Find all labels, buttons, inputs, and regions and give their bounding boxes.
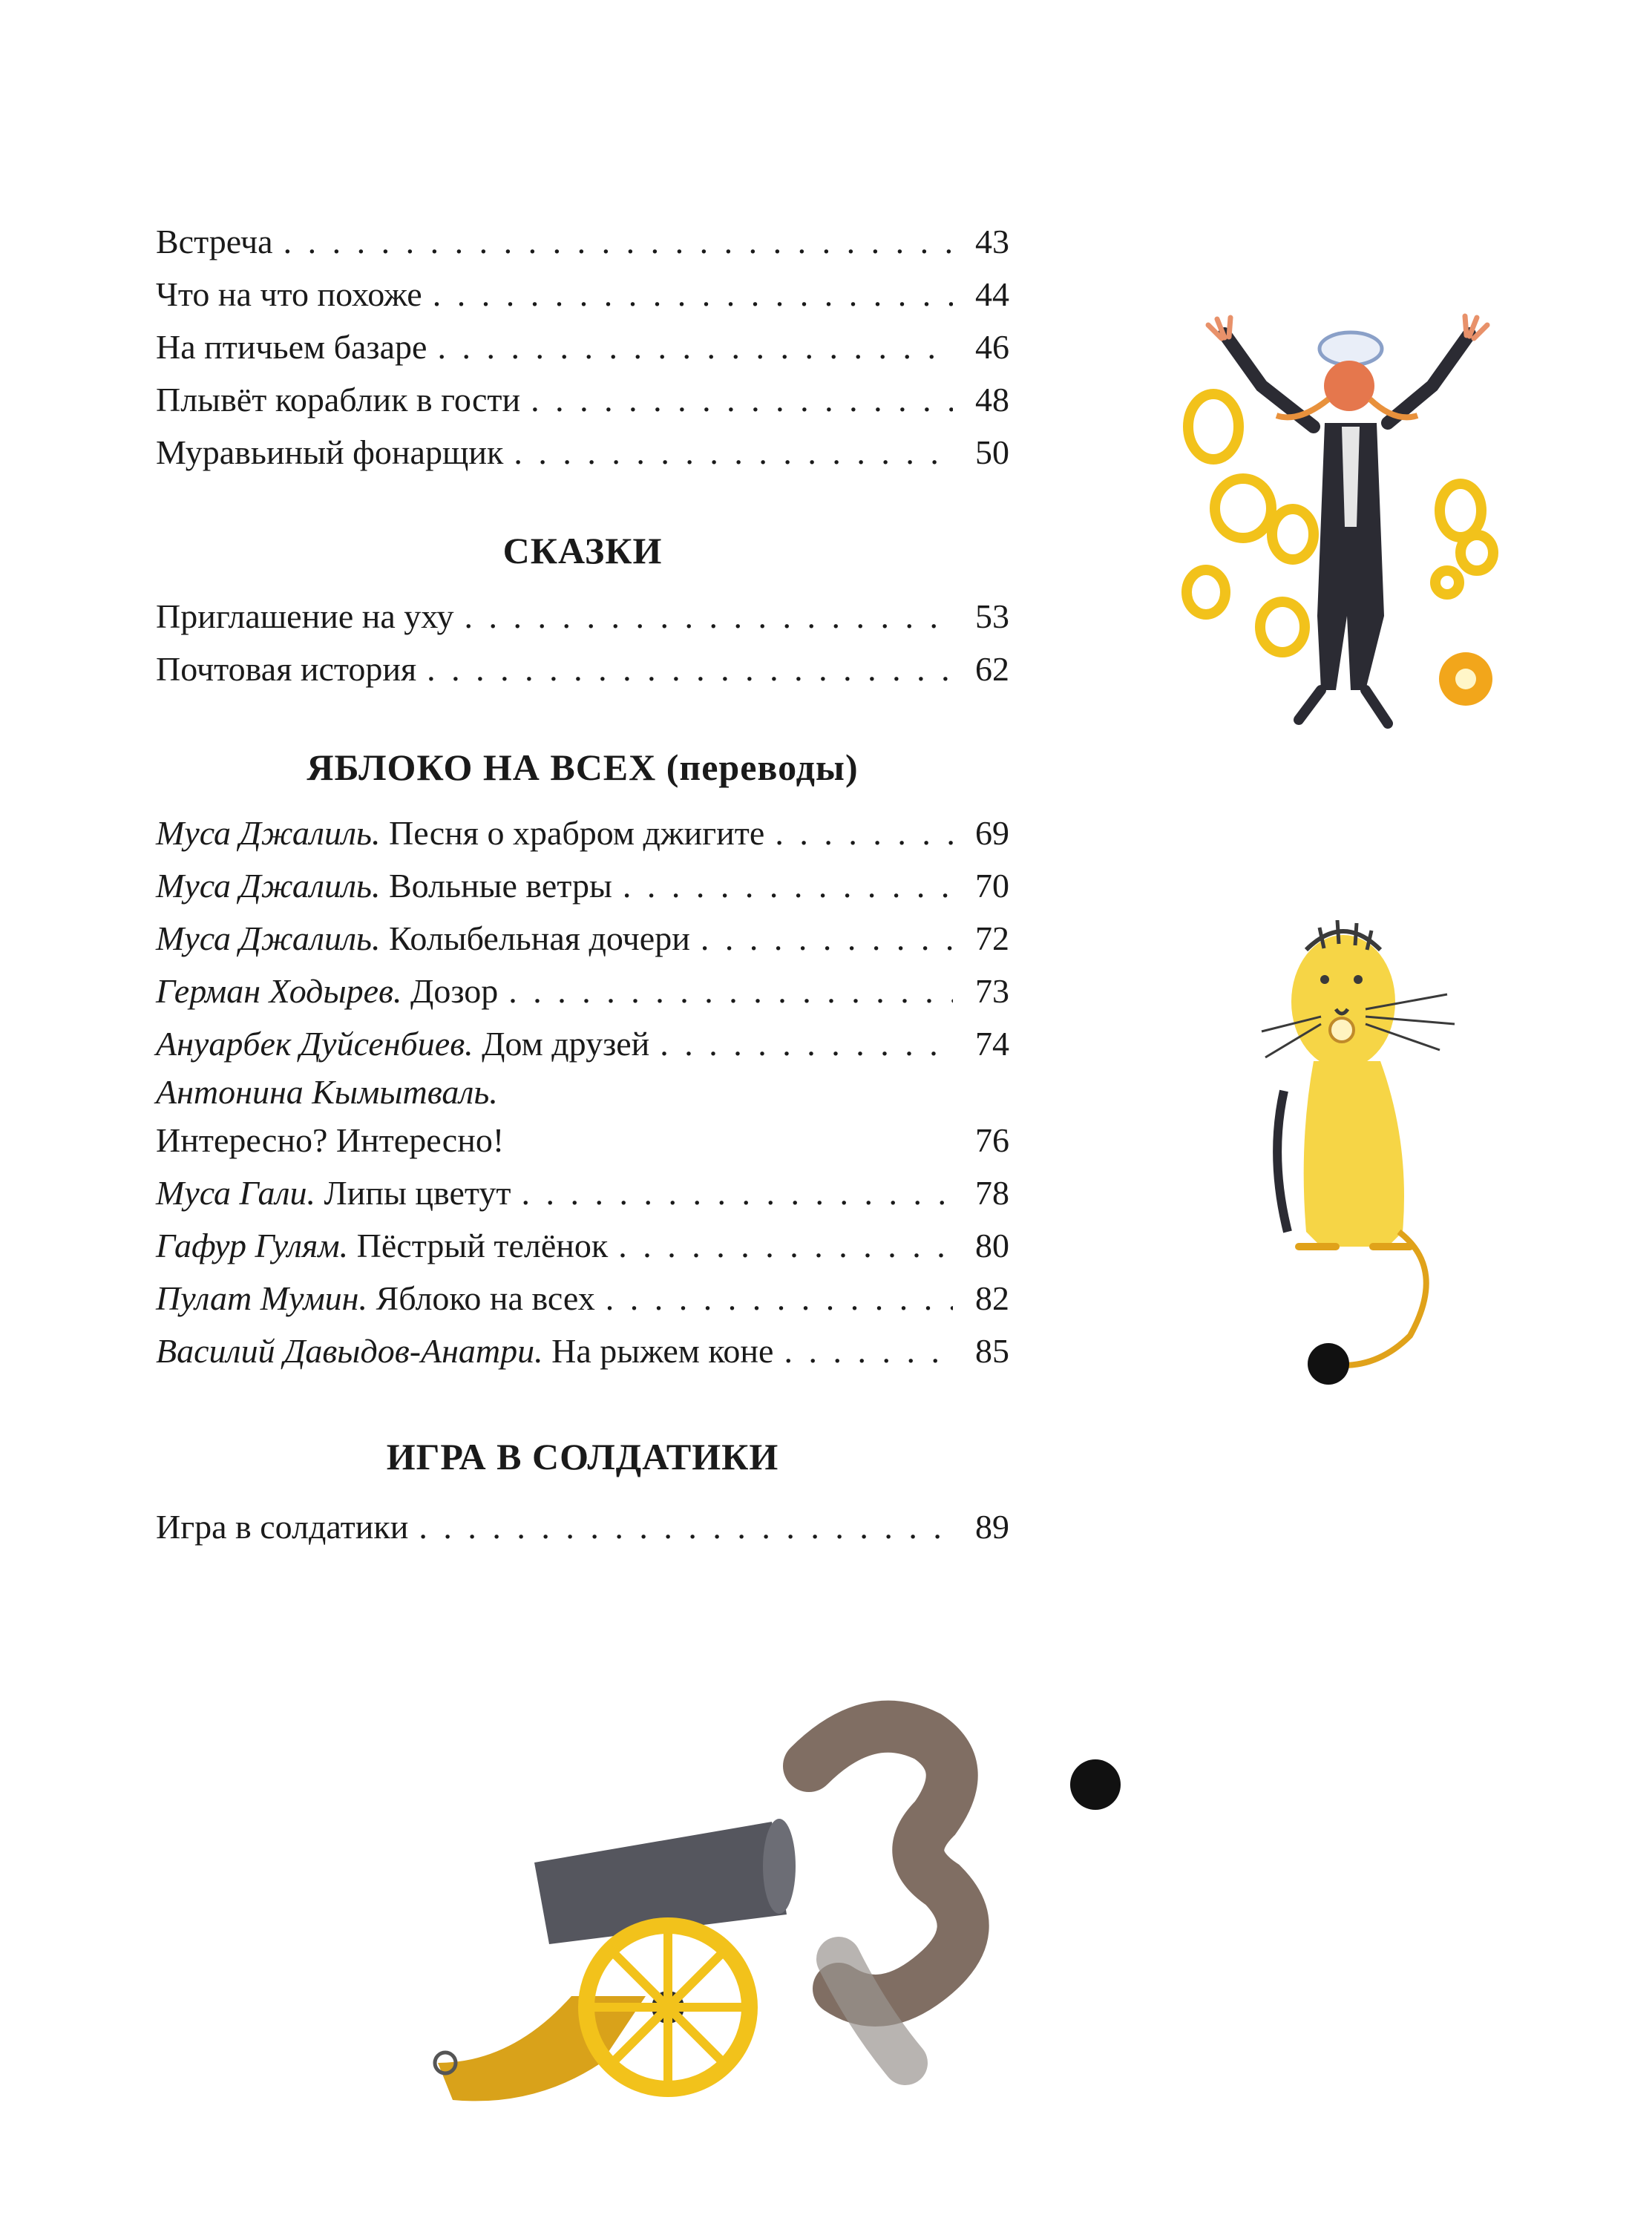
entry-author: Муса Джалиль.: [156, 867, 381, 905]
entry-author: Василий Давыдов-Анатри.: [156, 1332, 543, 1370]
toc-entry[interactable]: [156, 1166, 1009, 1219]
page-number: 74: [975, 1025, 1009, 1063]
toc-entry[interactable]: [156, 1500, 1009, 1553]
page-number: 72: [975, 919, 1009, 957]
entry-title: Пёстрый телёнок: [348, 1227, 609, 1264]
page-number: 62: [975, 650, 1009, 688]
page-number: 80: [975, 1227, 1009, 1264]
page-number: 82: [975, 1279, 1009, 1317]
entry-author: Герман Ходырев.: [156, 972, 402, 1010]
leader-dots: [433, 268, 953, 321]
entry-title: Песня о храбром джигите: [380, 814, 765, 852]
entry-title: Почтовая история: [156, 650, 417, 688]
entry-title: Колыбельная дочери: [380, 919, 690, 957]
entry-title: Дозор: [401, 972, 499, 1010]
leader-dots: [283, 215, 953, 268]
entry-author: Гафур Гулям.: [156, 1227, 349, 1264]
toc-section-igra: [156, 1428, 1009, 1553]
entry-title: Яблоко на всех: [367, 1279, 595, 1317]
entry-author: Пулат Мумин.: [156, 1279, 368, 1317]
leader-dots: [419, 1500, 953, 1553]
entry-title: Встреча: [156, 223, 273, 260]
toc-entry[interactable]: [156, 1272, 1009, 1325]
entry-title: Интересно? Интересно!: [156, 1121, 505, 1159]
page-number: 44: [975, 275, 1009, 313]
section-heading-yabloko: ЯБЛОКО НА ВСЕХ (переводы): [307, 746, 859, 788]
toc-entry[interactable]: [156, 1017, 1009, 1070]
lion-illustration: [1254, 920, 1536, 1395]
leader-dots: [775, 807, 953, 859]
leader-dots: [701, 912, 953, 965]
toc-entry[interactable]: [156, 807, 1009, 859]
leader-dots: [623, 859, 953, 912]
entry-title: Муравьиный фонарщик: [156, 433, 504, 471]
page-number: 70: [975, 867, 1009, 905]
leader-dots: [606, 1272, 953, 1325]
leader-dots: [427, 643, 953, 695]
toc-entry[interactable]: [156, 965, 1009, 1017]
toc-entry[interactable]: [156, 373, 1009, 426]
leader-dots: [514, 426, 953, 479]
page-number: 43: [975, 223, 1009, 260]
toc-entry[interactable]: [156, 912, 1009, 965]
entry-author: Муса Джалиль.: [156, 814, 381, 852]
toc-entry[interactable]: [156, 1325, 1009, 1377]
section-heading-igra: ИГРА В СОЛДАТИКИ: [386, 1436, 779, 1477]
page-number: 78: [975, 1174, 1009, 1212]
leader-dots: [465, 590, 953, 643]
entry-author: Ануарбек Дуйсенбиев.: [156, 1025, 473, 1063]
entry-author: Муса Джалиль.: [156, 919, 381, 957]
entry-title: На птичьем базаре: [156, 328, 427, 366]
entry-title: Плывёт кораблик в гости: [156, 381, 521, 419]
toc-entry[interactable]: [156, 215, 1009, 268]
section-heading-skazki: СКАЗКИ: [502, 530, 663, 571]
page-number: 85: [975, 1332, 1009, 1370]
entry-title: Игра в солдатики: [156, 1508, 409, 1546]
page-number: 76: [975, 1121, 1009, 1159]
leader-dots: [531, 373, 953, 426]
toc-entry[interactable]: [156, 643, 1009, 695]
entry-title: Приглашение на уху: [156, 597, 454, 635]
leader-dots: [618, 1219, 953, 1272]
entry-title: На рыжем коне: [543, 1332, 774, 1370]
entry-title: Дом друзей: [473, 1025, 650, 1063]
page-number: 48: [975, 381, 1009, 419]
cannon-illustration: [423, 1677, 1173, 2137]
toc-entry[interactable]: [156, 321, 1009, 373]
page-number: 50: [975, 433, 1009, 471]
entry-title: Вольные ветры: [380, 867, 612, 905]
page-number: 89: [975, 1508, 1009, 1546]
page-number: 73: [975, 972, 1009, 1010]
toc-section-skazki: [156, 522, 1009, 695]
toc-entry[interactable]: [156, 1070, 1009, 1166]
toc-entry[interactable]: [156, 859, 1009, 912]
toc-section-yabloko: [156, 738, 1009, 1377]
entry-author: Муса Гали.: [156, 1174, 316, 1212]
leader-dots: [521, 1166, 953, 1219]
leader-dots: [508, 965, 953, 1017]
toc-entry[interactable]: [156, 268, 1009, 321]
page-number: 69: [975, 814, 1009, 852]
toc-entry[interactable]: [156, 1219, 1009, 1272]
toc-entry[interactable]: [156, 590, 1009, 643]
page-number: 46: [975, 328, 1009, 366]
toc-section-poems: [156, 215, 1009, 479]
leader-dots: [437, 321, 953, 373]
juggler-illustration: [1173, 304, 1514, 764]
entry-author: Антонина Кымытваль.: [156, 1073, 498, 1111]
table-of-contents: [156, 215, 1009, 1553]
page-number: 53: [975, 597, 1009, 635]
leader-dots: [784, 1325, 953, 1377]
entry-title: Липы цветут: [315, 1174, 511, 1212]
entry-title: Что на что похоже: [156, 275, 422, 313]
leader-dots: [660, 1017, 953, 1070]
toc-entry[interactable]: [156, 426, 1009, 479]
